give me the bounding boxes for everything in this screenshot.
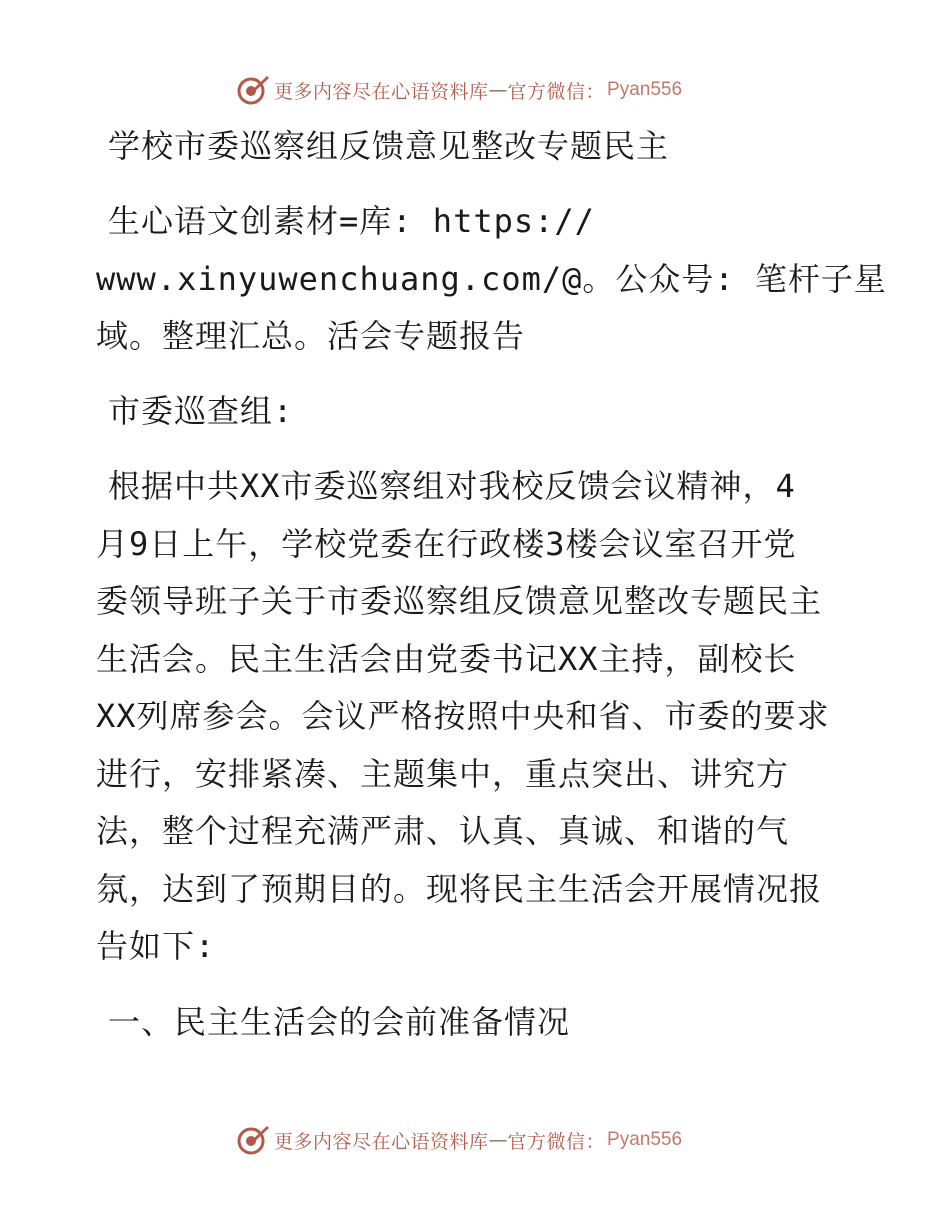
document-text-line: 域。整理汇总。活会专题报告 <box>96 317 526 355</box>
watermark-contact: 官方微信： <box>507 80 606 103</box>
document-title-line: 学校市委巡察组反馈意见整改专题民主 <box>108 127 670 165</box>
document-paragraph-line: 根据中共XX市委巡察组对我校反馈会议精神，4 <box>108 467 796 505</box>
header-watermark <box>236 72 682 108</box>
document-paragraph-line: 氛，达到了预期目的。现将民主生活会开展情况报 <box>96 870 823 908</box>
document-paragraph-line: XX列席参会。会议严格按照中央和省、市委的要求 <box>96 697 830 735</box>
watermark-text: 更多内容尽在心语资料库 <box>274 80 489 103</box>
watermark-dash: — <box>488 79 508 101</box>
quill-seal-logo-icon <box>236 1123 270 1157</box>
quill-seal-logo-icon <box>236 73 270 107</box>
watermark-text: 更多内容尽在心语资料库 <box>274 1130 489 1153</box>
document-paragraph-line: 委领导班子关于市委巡察组反馈意见整改专题民主 <box>96 582 823 620</box>
document-paragraph-line: 告如下: <box>96 927 216 965</box>
document-paragraph-line: 进行，安排紧凑、主题集中，重点突出、讲究方 <box>96 755 790 793</box>
watermark-handle: Pyan556 <box>607 79 683 100</box>
document-paragraph-line: 法，整个过程充满严肃、认真、真诚、和谐的气 <box>96 812 790 850</box>
section-heading: 一、民主生活会的会前准备情况 <box>108 1003 571 1041</box>
watermark-dash: — <box>488 1129 508 1151</box>
document-paragraph-line: 月9日上午，学校党委在行政楼3楼会议室召开党 <box>96 525 797 563</box>
watermark-handle: Pyan556 <box>607 1129 683 1150</box>
watermark-contact: 官方微信： <box>507 1130 606 1153</box>
document-text-line: www.xinyuwenchuang.com/@。公众号: 笔杆子星 <box>96 260 887 298</box>
footer-watermark <box>236 1122 682 1158</box>
document-paragraph-line: 生活会。民主生活会由党委书记XX主持，副校长 <box>96 640 797 678</box>
document-text-line: 生心语文创素材=库: https:// <box>108 202 595 240</box>
document-salutation: 市委巡查组: <box>108 392 294 430</box>
